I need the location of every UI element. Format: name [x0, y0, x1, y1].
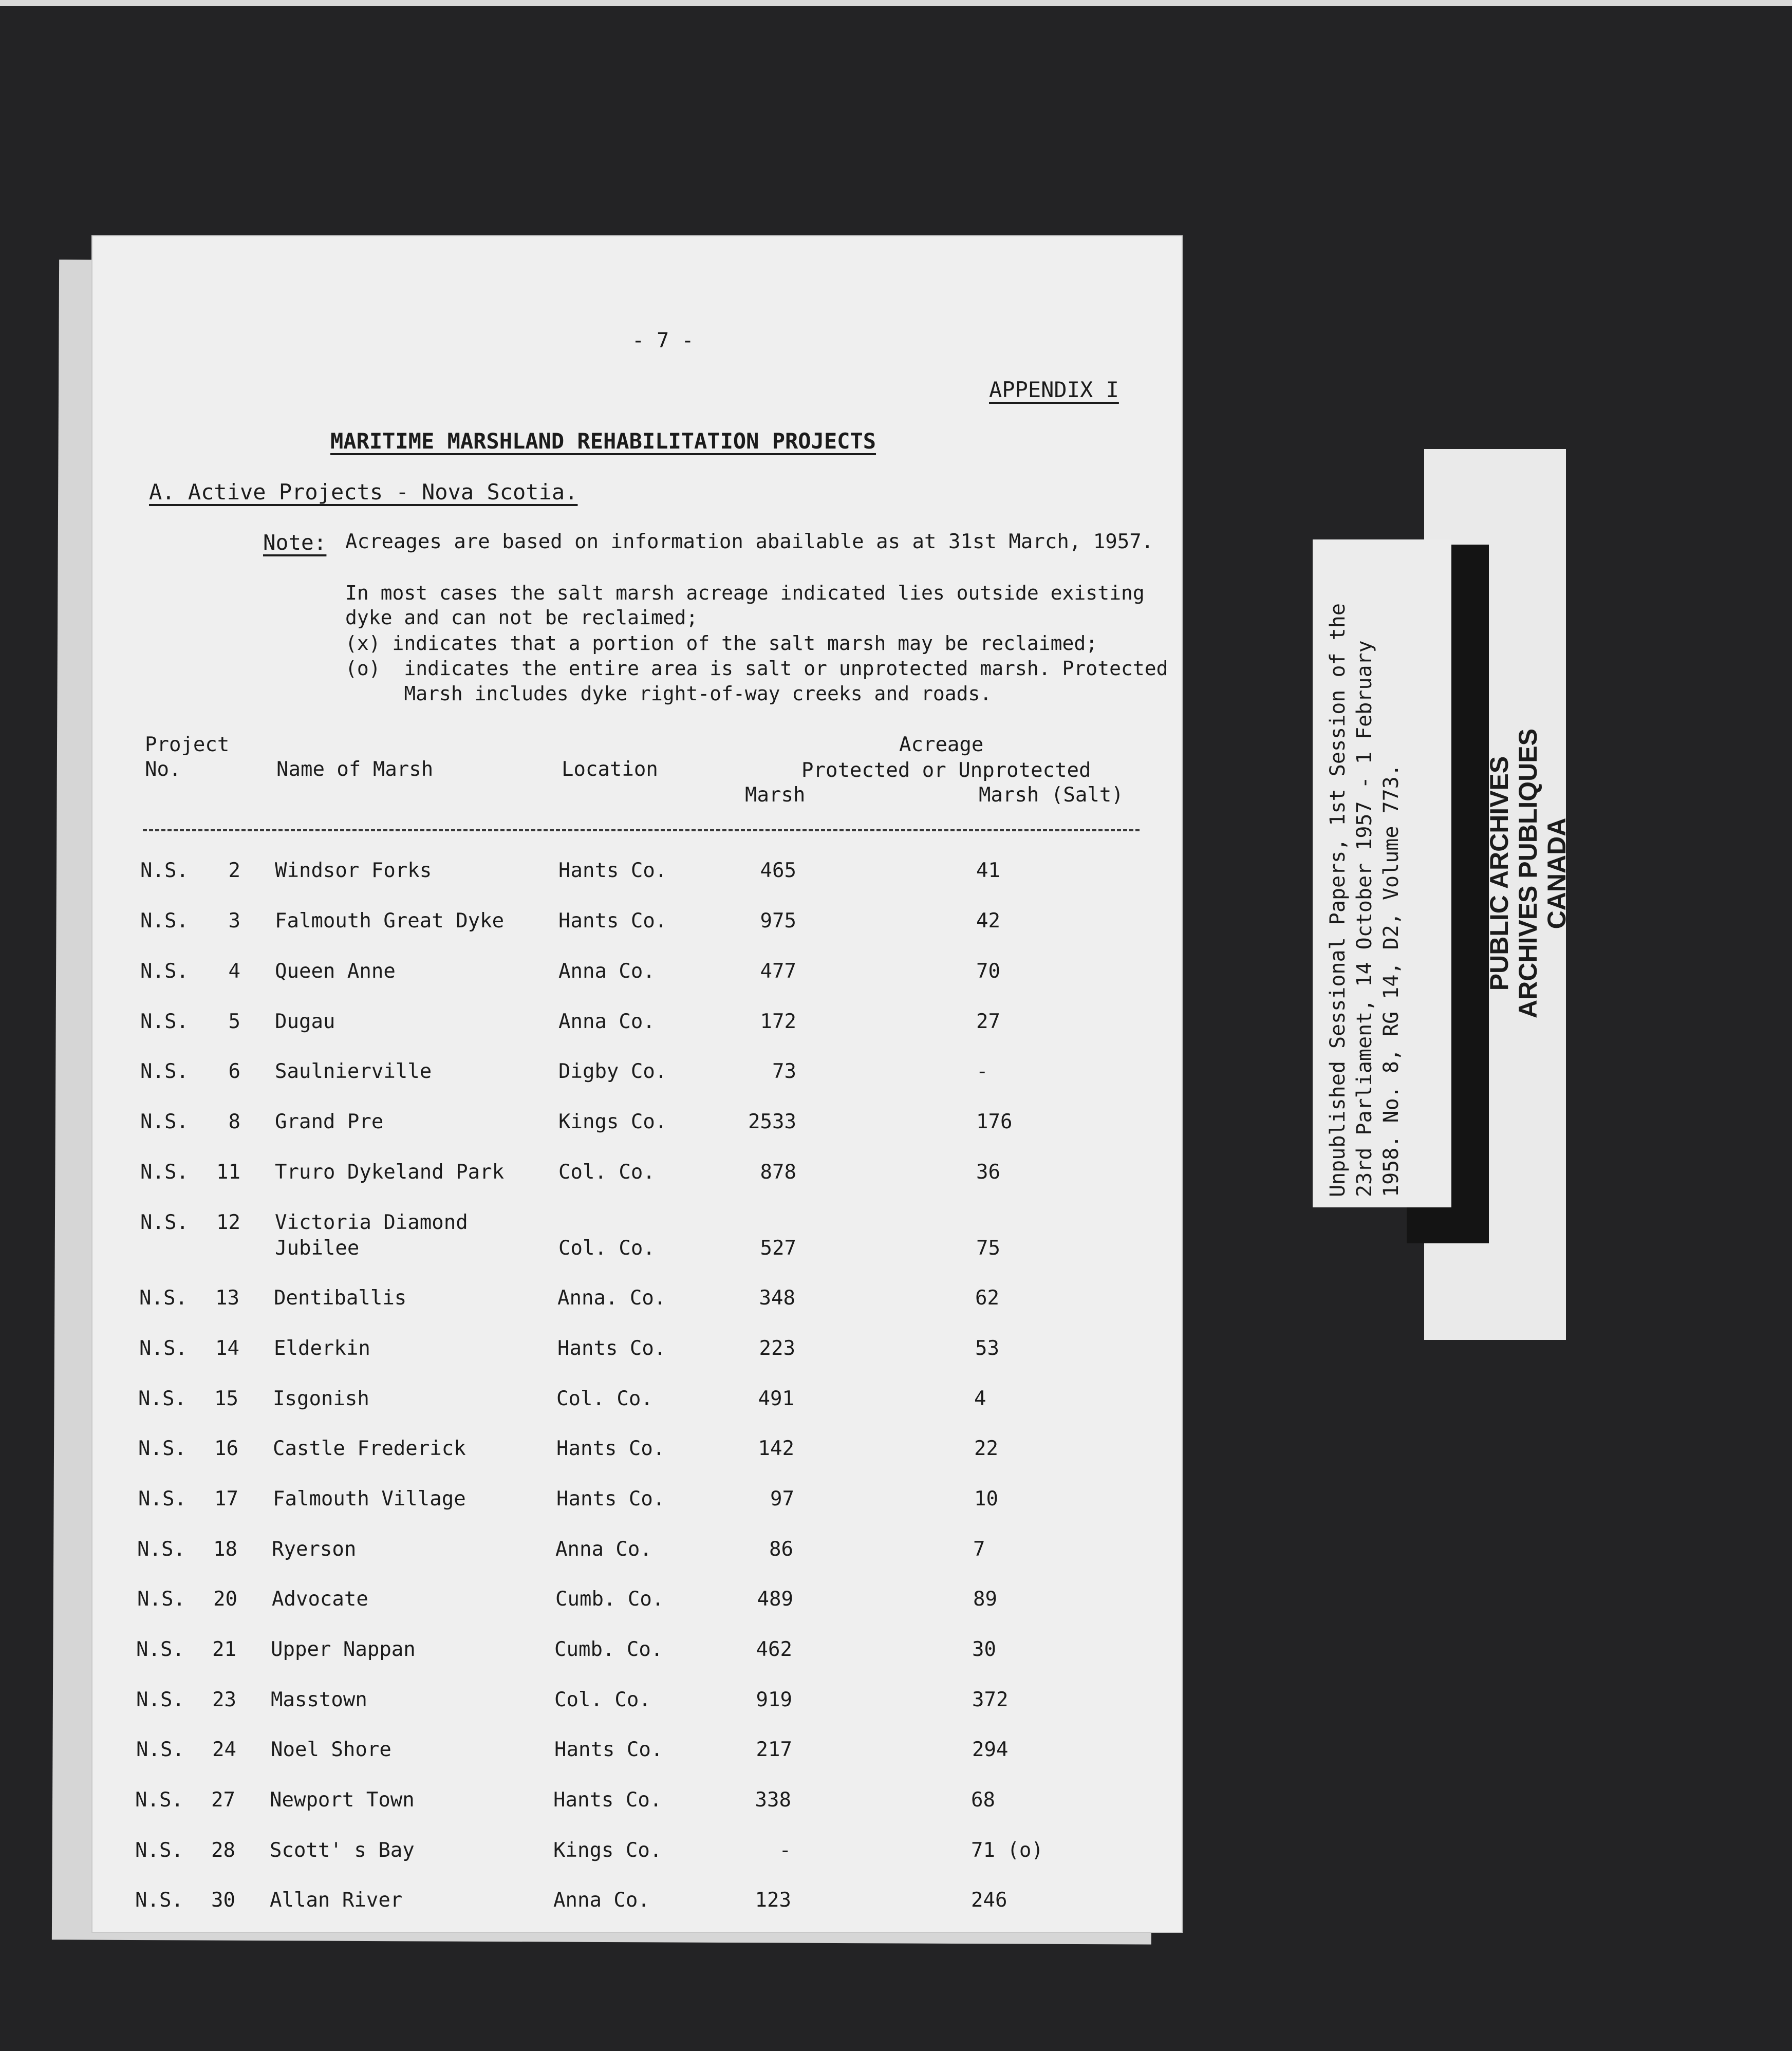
protected-marsh-acreage: 217 — [756, 1738, 792, 1761]
table-row — [0, 909, 1130, 940]
protected-marsh-acreage: 172 — [760, 1010, 796, 1033]
project-number: 8 — [228, 1110, 240, 1133]
header-project-no: No. — [145, 758, 181, 781]
protected-marsh-acreage: 878 — [760, 1161, 796, 1184]
table-row — [0, 1060, 1130, 1091]
project-province: N.S. — [140, 1010, 189, 1033]
marsh-name: Truro Dykeland Park — [275, 1161, 505, 1184]
table-row — [0, 1387, 1128, 1418]
salt-marsh-acreage: 372 — [972, 1688, 1009, 1711]
marsh-location: Digby Co. — [558, 1060, 667, 1083]
marsh-location: Col. Co. — [558, 1161, 655, 1184]
project-number: 6 — [228, 1060, 240, 1083]
protected-marsh-acreage: 919 — [756, 1688, 792, 1711]
protected-marsh-acreage: 489 — [757, 1588, 793, 1611]
marsh-location: Hants Co. — [556, 1437, 665, 1460]
salt-marsh-acreage: 62 — [975, 1286, 999, 1310]
salt-marsh-acreage: 4 — [974, 1387, 986, 1410]
project-number: 4 — [228, 960, 240, 983]
session-line: 23rd Parliament, 14 October 1957 - 1 February — [1353, 640, 1376, 1197]
project-province: N.S. — [135, 1889, 183, 1912]
project-number: 17 — [214, 1487, 238, 1511]
archives-stamp-line: PUBLIC ARCHIVES — [1485, 756, 1514, 991]
project-number: 5 — [228, 1010, 240, 1033]
marsh-location: Cumb. Co. — [555, 1588, 664, 1611]
section-heading: A. Active Projects - Nova Scotia. — [149, 479, 578, 505]
salt-marsh-acreage: 176 — [976, 1110, 1013, 1133]
marsh-name: Windsor Forks — [275, 859, 432, 882]
table-row — [0, 1538, 1127, 1569]
salt-marsh-acreage: 53 — [975, 1337, 999, 1360]
protected-marsh-acreage: 348 — [759, 1286, 795, 1310]
project-number: 15 — [214, 1387, 238, 1410]
marsh-name: Ryerson — [272, 1538, 357, 1561]
marsh-location: Col. Co. — [556, 1387, 653, 1410]
salt-marsh-acreage: 71 (o) — [971, 1839, 1043, 1862]
protected-marsh-acreage: 338 — [755, 1788, 791, 1812]
project-province: N.S. — [137, 1538, 185, 1561]
page-title: MARITIME MARSHLAND REHABILITATION PROJECTS — [330, 428, 876, 454]
project-province: N.S. — [136, 1638, 184, 1661]
marsh-name: Allan River — [270, 1889, 403, 1912]
marsh-location: Kings Co. — [553, 1839, 662, 1862]
project-province: N.S. — [135, 1788, 183, 1812]
archives-stamp-line: CANADA — [1542, 817, 1571, 929]
salt-marsh-acreage: 30 — [972, 1638, 996, 1661]
table-row — [0, 1337, 1129, 1368]
session-line: Unpublished Sessional Papers, 1st Session of the — [1326, 603, 1350, 1197]
marsh-name: Isgonish — [273, 1387, 369, 1410]
protected-marsh-acreage: 73 — [772, 1060, 796, 1083]
protected-marsh-acreage: 491 — [758, 1387, 794, 1410]
project-number: 16 — [214, 1437, 238, 1460]
project-province: N.S. — [138, 1387, 186, 1410]
project-number: 30 — [211, 1889, 235, 1912]
marsh-location: Anna Co. — [558, 960, 655, 983]
protected-marsh-acreage: 465 — [760, 859, 796, 882]
marsh-location: Anna Co. — [553, 1889, 650, 1912]
project-province: N.S. — [138, 1437, 186, 1460]
protected-marsh-acreage: 527 — [760, 1237, 796, 1260]
marsh-name: Grand Pre — [275, 1110, 384, 1133]
salt-marsh-acreage: 70 — [976, 960, 1000, 983]
salt-marsh-acreage: 246 — [971, 1889, 1007, 1912]
salt-marsh-acreage: 36 — [976, 1161, 1000, 1184]
header-name-of-marsh: Name of Marsh — [276, 758, 434, 781]
table-row — [0, 1161, 1130, 1191]
project-number: 28 — [211, 1839, 235, 1862]
marsh-location: Anna. Co. — [557, 1286, 666, 1310]
project-province: N.S. — [140, 859, 189, 882]
table-row — [0, 1286, 1129, 1317]
project-province: N.S. — [140, 960, 189, 983]
page-number: - 7 - — [632, 329, 694, 352]
marsh-location: Col. Co. — [558, 1237, 655, 1260]
marsh-name: Newport Town — [270, 1788, 415, 1812]
protected-marsh-acreage: 142 — [758, 1437, 794, 1460]
table-row — [0, 1588, 1127, 1618]
note-text: Acreages are based on information abailable as at 31st March, 1957. — [345, 530, 1154, 553]
project-number: 2 — [228, 859, 240, 882]
table-row — [0, 1788, 1125, 1819]
marsh-name: Queen Anne — [275, 960, 396, 983]
marsh-location: Hants Co. — [557, 1337, 666, 1360]
table-row — [0, 960, 1130, 991]
table-row — [0, 859, 1130, 890]
marsh-location: Anna Co. — [555, 1538, 652, 1561]
project-province: N.S. — [140, 1110, 189, 1133]
header-project: Project — [145, 733, 230, 756]
salt-marsh-acreage: 42 — [976, 909, 1000, 933]
salt-marsh-acreage: 22 — [974, 1437, 998, 1460]
project-province: N.S. — [136, 1688, 184, 1711]
protected-marsh-acreage: 97 — [770, 1487, 794, 1511]
protected-marsh-acreage: 223 — [759, 1337, 795, 1360]
protected-marsh-acreage: 462 — [756, 1638, 792, 1661]
note-paragraph-line: Marsh includes dyke right-of-way creeks and roads. — [345, 682, 992, 705]
project-number: 13 — [215, 1286, 239, 1310]
header-divider — [143, 829, 1140, 831]
marsh-name: Noel Shore — [271, 1738, 391, 1761]
salt-marsh-acreage: 7 — [973, 1538, 985, 1561]
project-province: N.S. — [137, 1588, 185, 1611]
marsh-name: Scott' s Bay — [270, 1839, 415, 1862]
project-number: 27 — [211, 1788, 235, 1812]
project-province: N.S. — [135, 1839, 183, 1862]
table-row — [0, 1487, 1128, 1518]
project-number: 21 — [212, 1638, 236, 1661]
note-label: Note: — [263, 530, 327, 555]
project-province: N.S. — [136, 1738, 184, 1761]
header-protected-unprotected: Protected or Unprotected — [801, 759, 1091, 782]
marsh-location: Hants Co. — [558, 859, 667, 882]
project-province: N.S. — [140, 1060, 189, 1083]
marsh-name: Masstown — [271, 1688, 367, 1711]
salt-marsh-acreage: 27 — [976, 1010, 1000, 1033]
archives-stamp-line: ARCHIVES PUBLIQUES — [1514, 729, 1542, 1018]
marsh-name: Falmouth Village — [273, 1487, 466, 1511]
marsh-name-continued: Jubilee — [275, 1237, 360, 1260]
protected-marsh-acreage: 86 — [769, 1538, 793, 1561]
marsh-location: Hants Co. — [558, 909, 667, 933]
protected-marsh-acreage: 2533 — [748, 1110, 796, 1133]
marsh-location: Kings Co. — [558, 1110, 667, 1133]
marsh-location: Hants Co. — [553, 1788, 662, 1812]
project-number: 23 — [212, 1688, 236, 1711]
table-row — [0, 1437, 1128, 1468]
project-province: N.S. — [140, 1161, 189, 1184]
marsh-location: Anna Co. — [558, 1010, 655, 1033]
protected-marsh-acreage: 975 — [760, 909, 796, 933]
marsh-name: Upper Nappan — [271, 1638, 416, 1661]
header-marsh-salt: Marsh (Salt) — [979, 784, 1124, 807]
project-province: N.S. — [138, 1487, 186, 1511]
project-province: N.S. — [139, 1337, 188, 1360]
protected-marsh-acreage: 123 — [755, 1889, 791, 1912]
appendix-label: APPENDIX I — [989, 377, 1119, 402]
marsh-location: Cumb. Co. — [554, 1638, 663, 1661]
marsh-location: Hants Co. — [556, 1487, 665, 1511]
header-location: Location — [562, 758, 658, 781]
project-province: N.S. — [140, 909, 189, 933]
salt-marsh-acreage: 68 — [971, 1788, 995, 1812]
protected-marsh-acreage: 477 — [760, 960, 796, 983]
note-paragraph-line: In most cases the salt marsh acreage indicated lies outside existing — [345, 582, 1145, 604]
salt-marsh-acreage: - — [976, 1060, 988, 1083]
marsh-name: Dentiballis — [274, 1286, 407, 1310]
session-line: 1958. No. 8, RG 14, D2, Volume 773. — [1379, 764, 1403, 1197]
salt-marsh-acreage: 89 — [973, 1588, 997, 1611]
table-row — [0, 1738, 1126, 1769]
marsh-name: Advocate — [272, 1588, 368, 1611]
project-number: 20 — [213, 1588, 237, 1611]
table-row — [0, 1010, 1130, 1041]
project-number: 11 — [216, 1161, 240, 1184]
project-number: 12 — [216, 1211, 240, 1234]
note-paragraph-line: dyke and can not be reclaimed; — [345, 606, 698, 629]
marsh-name: Falmouth Great Dyke — [275, 909, 505, 933]
table-row — [0, 1211, 1130, 1260]
marsh-name: Castle Frederick — [273, 1437, 466, 1460]
salt-marsh-acreage: 75 — [976, 1237, 1000, 1260]
marsh-name: Dugau — [275, 1010, 335, 1033]
table-row — [0, 1839, 1125, 1870]
marsh-name: Victoria Diamond — [275, 1211, 468, 1234]
marsh-name: Elderkin — [274, 1337, 370, 1360]
marsh-name: Saulnierville — [275, 1060, 432, 1083]
protected-marsh-acreage: - — [779, 1839, 791, 1862]
project-number: 18 — [213, 1538, 237, 1561]
header-acreage: Acreage — [899, 733, 984, 756]
table-row — [0, 1638, 1126, 1669]
salt-marsh-acreage: 294 — [972, 1738, 1009, 1761]
note-paragraph-line: (o) indicates the entire area is salt or unprotected marsh. Protected — [345, 657, 1168, 680]
table-row — [0, 1889, 1125, 1919]
project-province: N.S. — [139, 1286, 188, 1310]
header-marsh: Marsh — [745, 784, 806, 807]
project-number: 24 — [212, 1738, 236, 1761]
table-row — [0, 1688, 1126, 1719]
project-number: 3 — [228, 909, 240, 933]
archives-stamp — [1485, 683, 1571, 1064]
table-row — [0, 1110, 1130, 1141]
scan-top-edge — [0, 0, 1792, 6]
marsh-location: Col. Co. — [554, 1688, 651, 1711]
salt-marsh-acreage: 10 — [974, 1487, 998, 1511]
project-province: N.S. — [140, 1211, 189, 1234]
note-paragraph-line: (x) indicates that a portion of the salt marsh may be reclaimed; — [345, 632, 1098, 655]
marsh-location: Hants Co. — [554, 1738, 663, 1761]
project-number: 14 — [215, 1337, 239, 1360]
salt-marsh-acreage: 41 — [976, 859, 1000, 882]
